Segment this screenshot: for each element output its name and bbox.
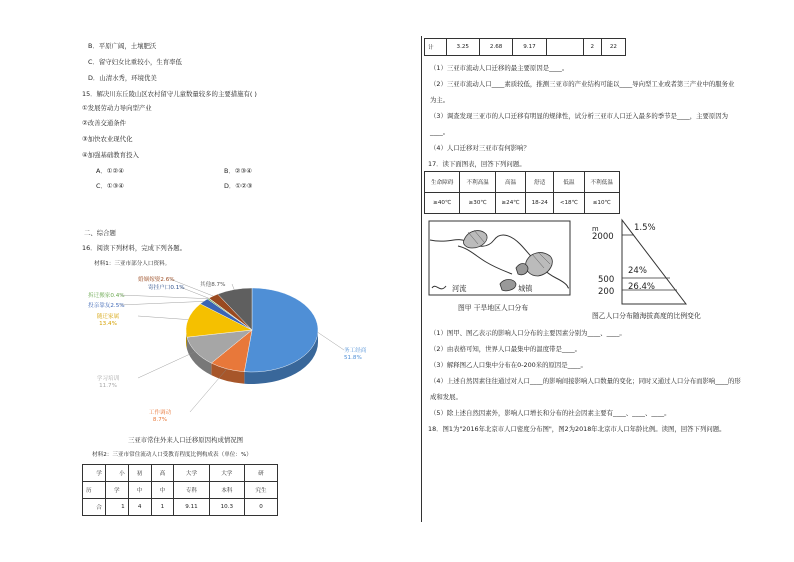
table-cell: 初 [128, 465, 151, 482]
q17-5: （5）除上述自然因素外，影响人口增长和分布的社会因素主要有____、____、____。 [430, 409, 671, 417]
pct-1-5: 1.5% [634, 223, 656, 233]
table-cell: 9.11 [174, 499, 209, 516]
pct-24: 24% [628, 266, 647, 276]
pie-data-label: 学习培训 11.7% [96, 376, 120, 389]
altitude-unit: m [592, 225, 599, 233]
q16-2-line2: 为主。 [430, 96, 450, 104]
table-cell: 高 [151, 465, 174, 482]
material-1-label: 材料1：三亚市部分人口资料。 [94, 261, 171, 267]
q17-stem: 17．读下面图表，回答下列问题。 [428, 160, 526, 168]
q15-choice-d: D．①②③ [224, 182, 253, 190]
table-cell: 高温 [495, 172, 525, 193]
table-cell: 1 [151, 499, 174, 516]
table-cell: 计 [425, 39, 447, 56]
table-cell: 2 [583, 39, 601, 56]
table-cell: 合 [83, 499, 106, 516]
pie-leader-line [232, 284, 234, 290]
table-cell: 18-24 [526, 193, 554, 214]
pie-leader-line [138, 316, 188, 320]
q15-choice-a: A．①②④ [96, 167, 124, 175]
arid-population-map [428, 218, 572, 306]
table-cell: ≥40℃ [425, 193, 460, 214]
q17-2: （2）由表格可知，世界人口最集中的温度带是____。 [430, 345, 582, 353]
pie-data-label: 工作调动 8.7% [148, 410, 172, 423]
figure-b-caption: 图乙人口分布随海拔高度的比例变化 [592, 312, 701, 320]
pie-data-label: 投亲靠友2.5% [88, 303, 125, 309]
legend-river-label: 河流 [452, 284, 467, 293]
table-row [83, 499, 278, 516]
pie-data-label: 务工经商 51.8% [344, 348, 367, 361]
table-cell: ≥30℃ [460, 193, 495, 214]
table-cell: 专科 [174, 482, 209, 499]
pie-leader-line [138, 352, 195, 378]
figure-a-caption: 图甲 干旱地区人口分布 [458, 304, 529, 312]
table-cell: 不利高温 [460, 172, 495, 193]
q16-stem: 16．阅读下列材料，完成下列各题。 [82, 244, 186, 252]
pie-data-label: 随迁家属 13.4% [96, 314, 120, 327]
table-cell: 本科 [209, 482, 244, 499]
pie-leader-line [190, 369, 227, 412]
table-cell: 学 [105, 482, 128, 499]
q17-3: （3）解释图乙人口集中分布在0-200米的原因是____。 [430, 361, 587, 369]
section-heading: 二、综合题 [84, 229, 116, 237]
q17-4-line2: 成和发展。 [430, 393, 462, 401]
pie-data-label: 寄挂户口0.1% [148, 285, 185, 291]
option-b: B．平原广阔，土壤肥沃 [88, 42, 157, 50]
table-cell: 9.17 [513, 39, 546, 56]
pie-data-label: 婚姻嫁娶2.6% [138, 277, 175, 283]
legend-town-label: 城镇 [518, 284, 533, 293]
table-cell: 1 [105, 499, 128, 516]
table-cell: 不利低温 [584, 172, 620, 193]
option-d: D．山清水秀，环境优美 [88, 74, 157, 82]
temperature-table [424, 171, 620, 214]
table-cell: <18℃ [554, 193, 584, 214]
table-cell: 中 [151, 482, 174, 499]
pie-caption: 三亚市常住外来人口迁移原因构成情况图 [128, 436, 244, 444]
table-cell [546, 39, 583, 56]
table-row [425, 193, 620, 214]
table-cell: 历 [83, 482, 106, 499]
table-cell: 2.68 [479, 39, 512, 56]
material-2-label: 材料2：三亚市常住流动人口受教育程度比例构成表（单位：%） [92, 452, 252, 458]
q15-item-2: ②改善交通条件 [82, 119, 127, 127]
pie-chart [82, 268, 372, 440]
table-cell: 大学 [174, 465, 209, 482]
q15-stem: 15．解决川东丘陵山区农村留守儿童数量较多的主要措施有( ) [82, 90, 257, 98]
table-cell: 大学 [209, 465, 244, 482]
pct-26-4: 26.4% [628, 282, 656, 292]
q15-choice-c: C．①③④ [96, 182, 125, 190]
option-c: C．留守妇女比重较小，生育率低 [88, 58, 182, 66]
q16-3-line1: （3）调查发现三亚市的人口迁移有明显的规律性，试分析三亚市人口迁入最多的季节是____，主要原因为 [430, 112, 729, 120]
table-cell: ≥24℃ [495, 193, 525, 214]
table-row [83, 465, 278, 482]
education-table [82, 464, 278, 516]
altitude-200: 200 [598, 287, 615, 297]
column-divider [421, 36, 422, 522]
q16-2-line1: （2）三亚市流动人口____素质较低，推测三亚市的产业结构可能以____导向型工业或者第三产业中的服务业 [430, 80, 735, 88]
pie-leader-line [120, 301, 204, 305]
data-table-continued [424, 38, 626, 56]
table-cell: 中 [128, 482, 151, 499]
q15-item-4: ④加强基础教育投入 [82, 151, 139, 159]
q16-4: （4）人口迁移对三亚市有何影响？ [430, 144, 530, 152]
q17-4-line1: （4）上述自然因素往往通过对人口____的影响间接影响人口数量的变化；同时又通过人口分布而影响____的形 [430, 377, 741, 385]
q18-stem: 18．图1为"2016年北京市人口密度分布图"，图2为2018年北京市人口年龄比例。读图，回答下列问题。 [428, 425, 726, 433]
q17-1: （1）图甲、图乙表示的影响人口分布的主要因素分别为____、____。 [430, 329, 626, 337]
altitude-500: 500 [598, 275, 615, 285]
pie-data-label: 其他8.7% [200, 282, 226, 288]
q15-item-1: ①发展劳动力导向型产业 [82, 104, 152, 112]
table-cell: 10.3 [209, 499, 244, 516]
q15-item-3: ③加快农业现代化 [82, 135, 133, 143]
q16-3-line2: ____。 [430, 128, 450, 136]
table-cell: 究生 [244, 482, 277, 499]
pie-data-label: 拆迁搬家0.4% [88, 293, 125, 299]
table-cell: 22 [601, 39, 625, 56]
table-cell: 3.25 [446, 39, 479, 56]
table-row [83, 482, 278, 499]
q15-choice-b: B．②③④ [224, 167, 252, 175]
pie-leader-line [318, 332, 344, 350]
table-cell: 0 [244, 499, 277, 516]
table-cell: 4 [128, 499, 151, 516]
altitude-2000: 2000 [592, 232, 614, 242]
table-cell: ≤10℃ [584, 193, 620, 214]
pie-leader-line [120, 295, 208, 299]
table-row [425, 39, 626, 56]
table-cell: 低温 [554, 172, 584, 193]
table-row [425, 172, 620, 193]
table-cell: 小 [105, 465, 128, 482]
table-cell: 学 [83, 465, 106, 482]
table-cell: 生命障碍 [425, 172, 460, 193]
table-cell: 研 [244, 465, 277, 482]
q16-1: （1）三亚市流动人口迁移的最主要原因是____。 [430, 64, 569, 72]
table-cell: 舒适 [526, 172, 554, 193]
